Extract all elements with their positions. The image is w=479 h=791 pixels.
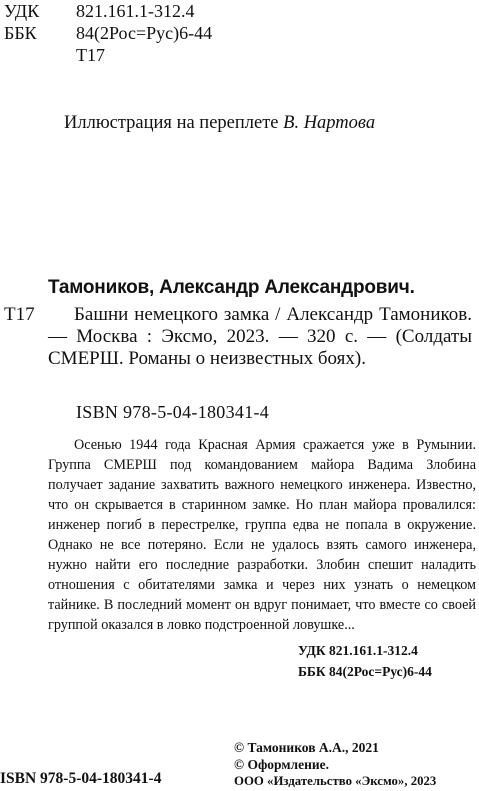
author-mark: Т17: [76, 45, 105, 65]
footer-udk: УДК 821.161.1-312.4: [298, 643, 418, 658]
bbk-label: ББК: [4, 23, 37, 43]
copyright-author: © Тамоников А.А., 2021: [234, 740, 379, 755]
annotation: [48, 435, 476, 635]
copyright-publisher: ООО «Издательство «Эксмо», 2023: [234, 774, 437, 788]
annotation-text: Осенью 1944 года Красная Армия сражается уже в Румынии. Группа СМЕРШ под командованием майора Вадима Злобина получает задание захватить важного немецкого инженера. Известно, что он скрывается в старинном замке. Но план майора провалился: инженер погиб в перестрелке, группа едва не попала в окружение. Однако не все потеряно. Если не удалось взять самого инженера, нужно найти его последние разработки. Злобин спешит наладить отношения с обитателями замка и через них узнать о немецком тайнике. В последний момент он вдруг понимает, что вместе со своей группой оказался в ловко подстроенной ловушке...: [48, 437, 476, 633]
author-heading: Тамоников, Александр Александрович.: [48, 277, 415, 298]
illustration-credit: [64, 113, 375, 134]
footer-isbn: ISBN 978-5-04-180341-4: [0, 770, 162, 787]
bbk-code: 84(2Рос=Рус)6-44: [76, 23, 213, 43]
copyright-design: © Оформление.: [234, 757, 330, 772]
illustration-text: Иллюстрация на переплете: [64, 113, 284, 133]
udk-row: [0, 0, 300, 22]
udk-code: 821.161.1-312.4: [76, 1, 195, 21]
illustration-artist: В. Нартова: [283, 113, 376, 133]
classification-block: [0, 0, 300, 70]
isbn-main: ISBN 978-5-04-180341-4: [76, 402, 270, 422]
entry-author-mark: Т17: [4, 304, 35, 325]
bibliographic-description: Башни немецкого замка / Александр Тамоников. — Москва : Эксмо, 2023. — 320 с. — (Солдаты СМЕРШ. Романы о неизвестных боях).: [48, 304, 472, 369]
udk-label: УДК: [4, 1, 40, 21]
author-mark-row: [0, 44, 300, 66]
bbk-row: [0, 22, 300, 44]
footer-bbk: ББК 84(2Рос=Рус)6-44: [298, 664, 432, 679]
